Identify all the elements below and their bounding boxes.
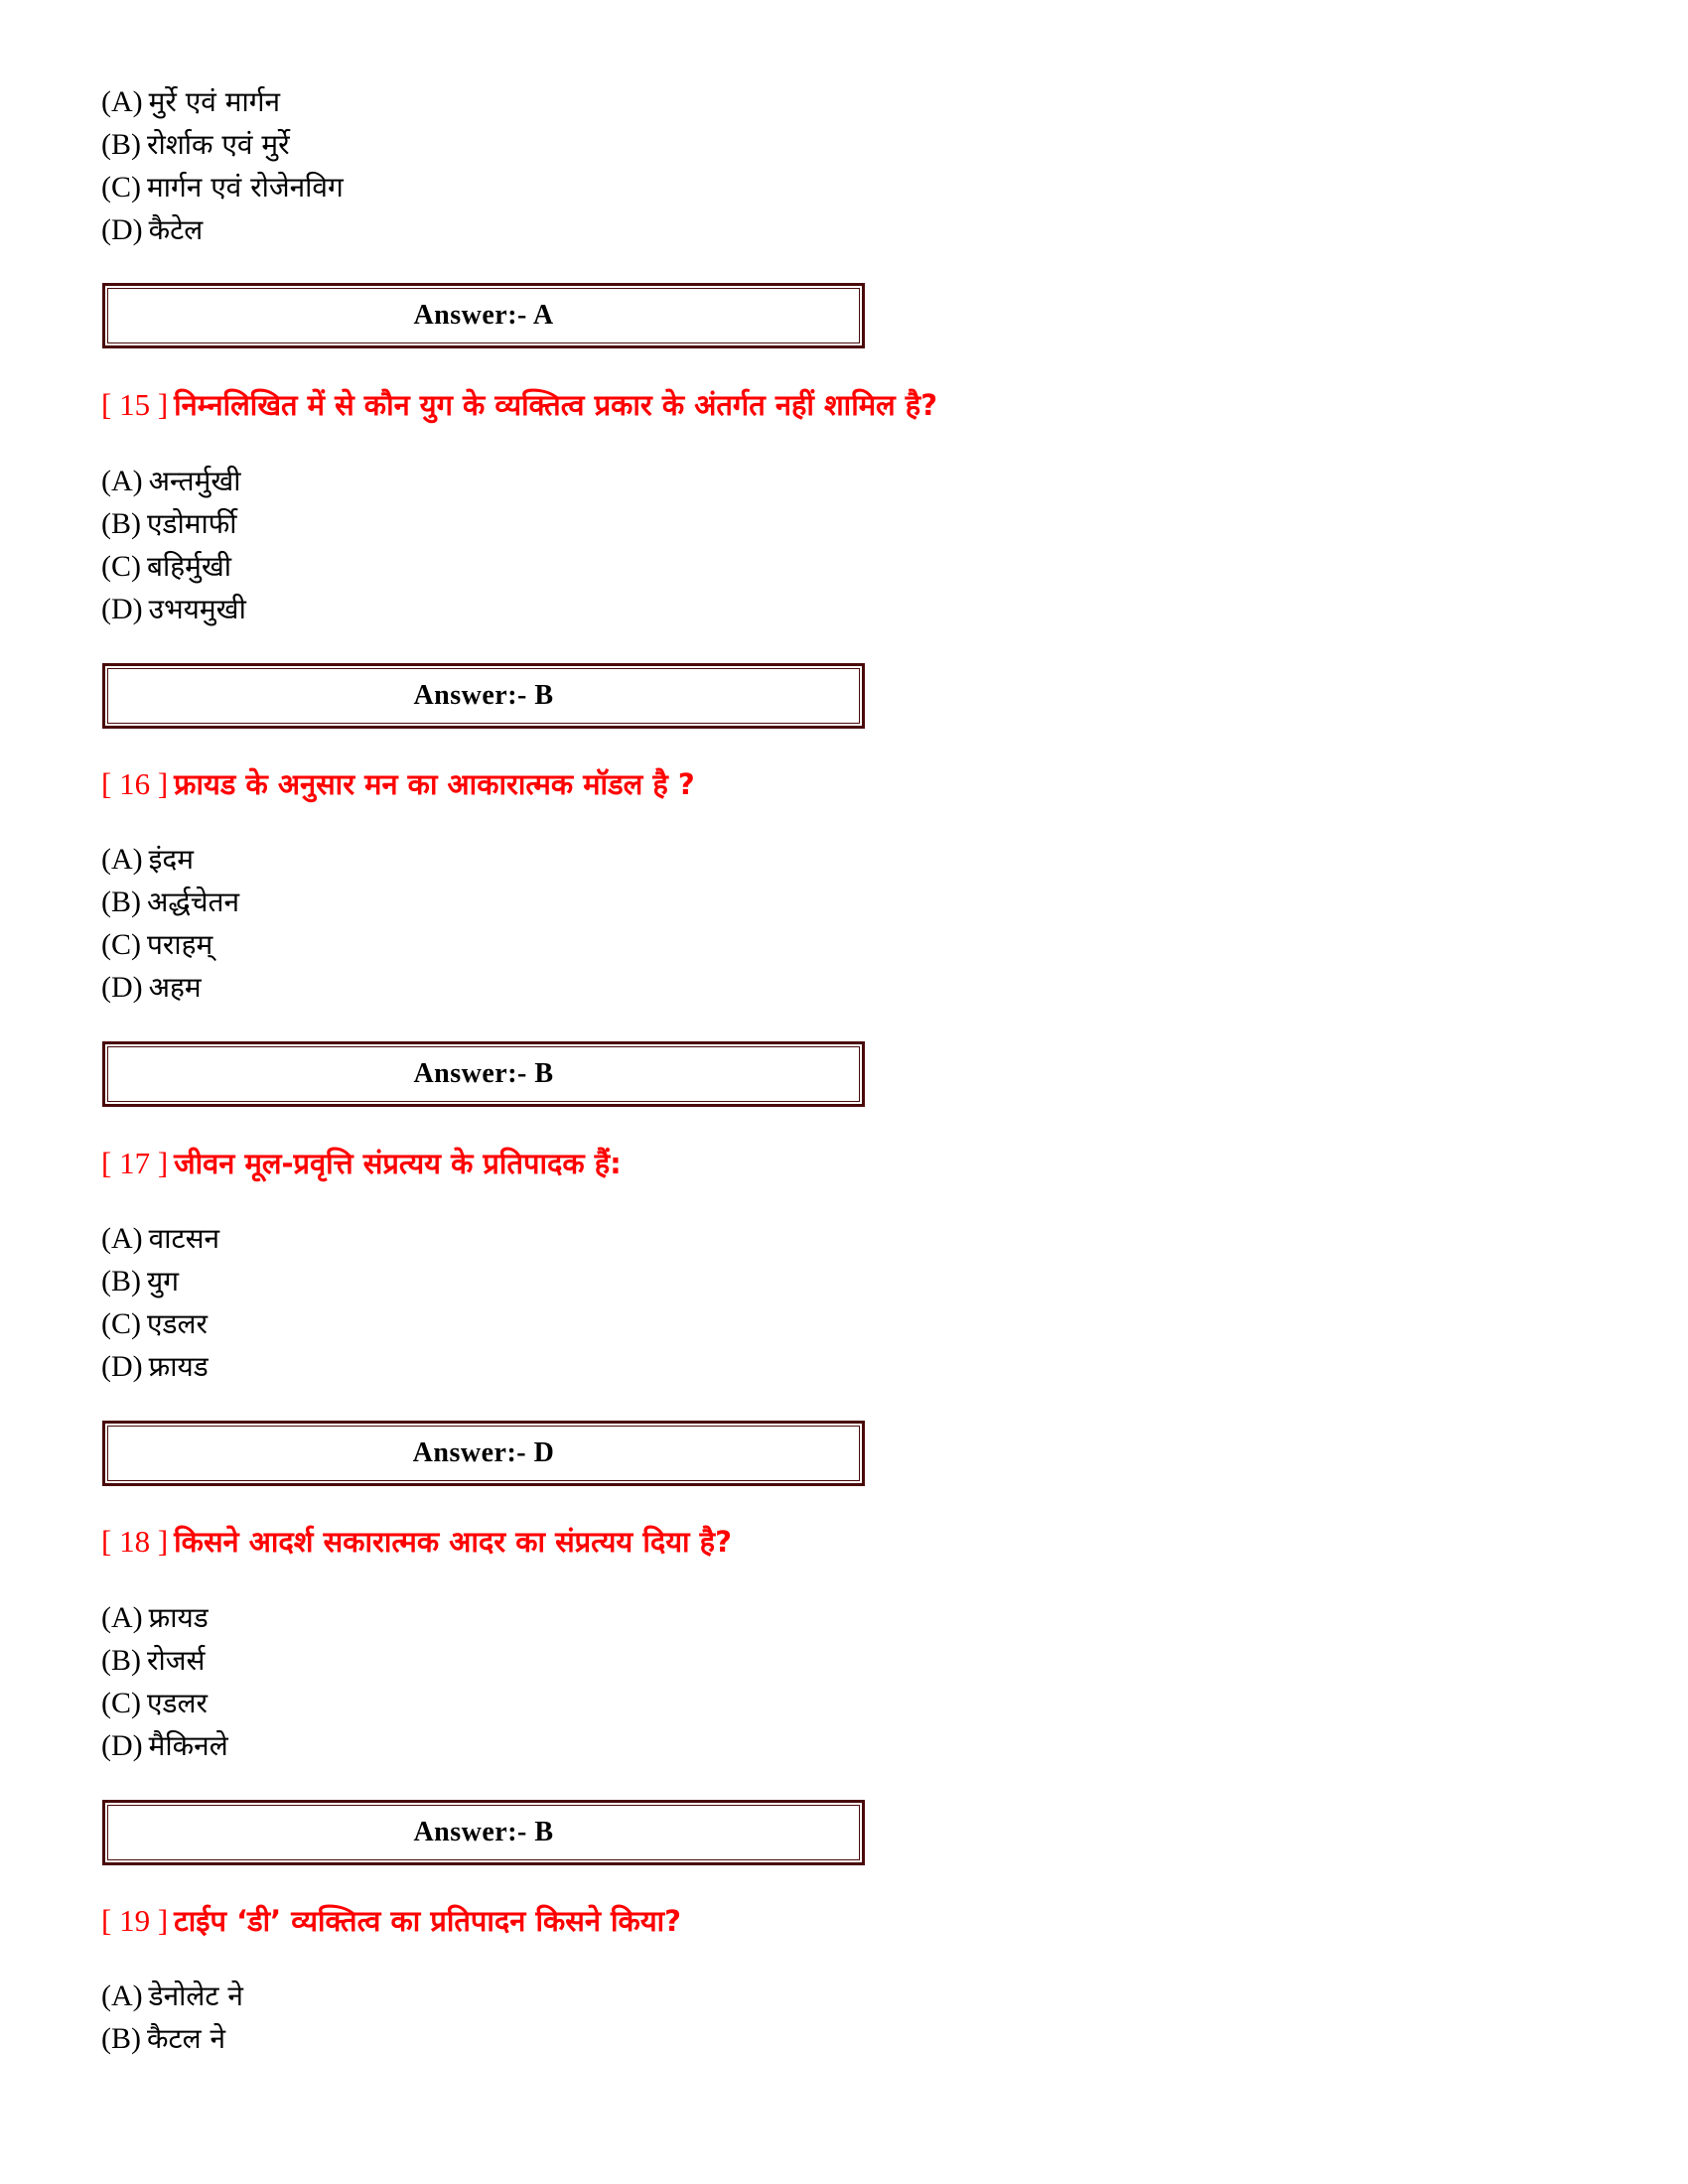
option-b <box>101 501 246 544</box>
question-18 <box>101 1520 732 1564</box>
answer-label: Answer:- A <box>413 300 554 331</box>
question-number: [ 18 ] <box>101 1524 169 1559</box>
option-d <box>101 207 344 250</box>
option-text: फ्रायड <box>148 1601 209 1634</box>
q14-options <box>101 79 344 250</box>
option-b <box>101 1638 228 1681</box>
question-text: फ्रायड के अनुसार मन का आकारात्मक मॉडल है ? <box>174 767 695 801</box>
option-text: मैकिनले <box>148 1729 228 1762</box>
option-letter: (A) <box>101 843 143 876</box>
option-text: अर्द्धचेतन <box>147 886 240 918</box>
option-d <box>101 965 239 1008</box>
option-text: बहिर्मुखी <box>147 550 232 583</box>
answer-label: Answer:- B <box>413 1058 554 1089</box>
question-text: निम्नलिखित में से कौन युग के व्यक्तित्व प्रकार के अंतर्गत नहीं शामिल है? <box>174 388 938 422</box>
option-text: युग <box>147 1265 180 1297</box>
question-19 <box>101 1899 681 1943</box>
option-a <box>101 459 246 501</box>
option-letter: (D) <box>101 1350 143 1383</box>
option-letter: (C) <box>101 1687 141 1719</box>
option-text: इंदम <box>148 843 195 876</box>
option-a <box>101 1216 219 1259</box>
option-c <box>101 165 344 207</box>
option-b <box>101 122 344 165</box>
option-text: एडलर <box>147 1687 208 1719</box>
option-c <box>101 922 239 965</box>
option-text: डेनोलेट ने <box>148 1979 243 2012</box>
option-text: वाटसन <box>148 1222 220 1255</box>
option-b <box>101 1259 219 1301</box>
option-a <box>101 837 239 880</box>
option-letter: (D) <box>101 1729 143 1762</box>
option-text: एडलर <box>147 1307 208 1340</box>
option-text: उभयमुखी <box>148 593 246 625</box>
question-text: टाईप ‘डी’ व्यक्तित्व का प्रतिपादन किसने किया? <box>174 1904 681 1938</box>
answer-box <box>102 283 865 348</box>
option-text: कैटेल <box>148 213 204 246</box>
option-letter: (A) <box>101 1601 143 1634</box>
option-text: रोजर्स <box>147 1644 206 1677</box>
option-d <box>101 1344 219 1387</box>
option-letter: (B) <box>101 507 141 540</box>
option-d <box>101 1723 228 1766</box>
option-letter: (B) <box>101 1265 141 1297</box>
option-letter: (A) <box>101 1979 143 2012</box>
option-letter: (B) <box>101 886 141 918</box>
question-number: [ 16 ] <box>101 766 169 801</box>
option-letter: (D) <box>101 213 143 246</box>
q19-options <box>101 1974 243 2059</box>
option-letter: (A) <box>101 85 143 118</box>
option-letter: (A) <box>101 465 143 497</box>
option-letter: (B) <box>101 128 141 161</box>
option-text: मार्गन एवं रोजेनविग <box>147 171 344 204</box>
option-text: अन्तर्मुखी <box>148 465 241 497</box>
option-text: कैटल ने <box>147 2022 226 2055</box>
question-text: जीवन मूल-प्रवृत्ति संप्रत्यय के प्रतिपादक हैं: <box>174 1147 622 1180</box>
answer-box <box>102 1800 865 1865</box>
option-text: मुर्रे एवं मार्गन <box>148 85 281 118</box>
option-c <box>101 1301 219 1344</box>
option-text: एडोमार्फी <box>147 507 237 540</box>
question-text: किसने आदर्श सकारात्मक आदर का संप्रत्यय दिया है? <box>174 1525 732 1559</box>
answer-label: Answer:- D <box>412 1437 555 1468</box>
q15-options <box>101 459 246 629</box>
option-text: पराहम् <box>147 928 213 961</box>
question-number: [ 15 ] <box>101 387 169 422</box>
option-c <box>101 544 246 587</box>
answer-label: Answer:- B <box>413 1817 554 1847</box>
option-text: अहम <box>148 971 202 1004</box>
option-letter: (D) <box>101 971 143 1004</box>
answer-box <box>102 663 865 729</box>
option-c <box>101 1681 228 1723</box>
option-text: फ्रायड <box>148 1350 209 1383</box>
answer-label: Answer:- B <box>413 680 554 711</box>
option-text: रोर्शाक एवं मुर्रे <box>147 128 290 161</box>
question-number: [ 17 ] <box>101 1146 169 1180</box>
q17-options <box>101 1216 219 1387</box>
question-17 <box>101 1142 622 1185</box>
option-letter: (A) <box>101 1222 143 1255</box>
option-a <box>101 1595 228 1638</box>
option-letter: (C) <box>101 550 141 583</box>
answer-box <box>102 1421 865 1486</box>
option-letter: (B) <box>101 1644 141 1677</box>
q18-options <box>101 1595 228 1766</box>
option-letter: (B) <box>101 2022 141 2055</box>
option-letter: (D) <box>101 593 143 625</box>
option-a <box>101 1974 243 2016</box>
question-15 <box>101 383 937 427</box>
answer-box <box>102 1041 865 1107</box>
option-b <box>101 2016 243 2059</box>
option-letter: (C) <box>101 928 141 961</box>
option-b <box>101 880 239 922</box>
option-letter: (C) <box>101 1307 141 1340</box>
question-number: [ 19 ] <box>101 1903 169 1938</box>
q16-options <box>101 837 239 1008</box>
option-d <box>101 587 246 629</box>
option-a <box>101 79 344 122</box>
question-16 <box>101 762 695 806</box>
option-letter: (C) <box>101 171 141 204</box>
